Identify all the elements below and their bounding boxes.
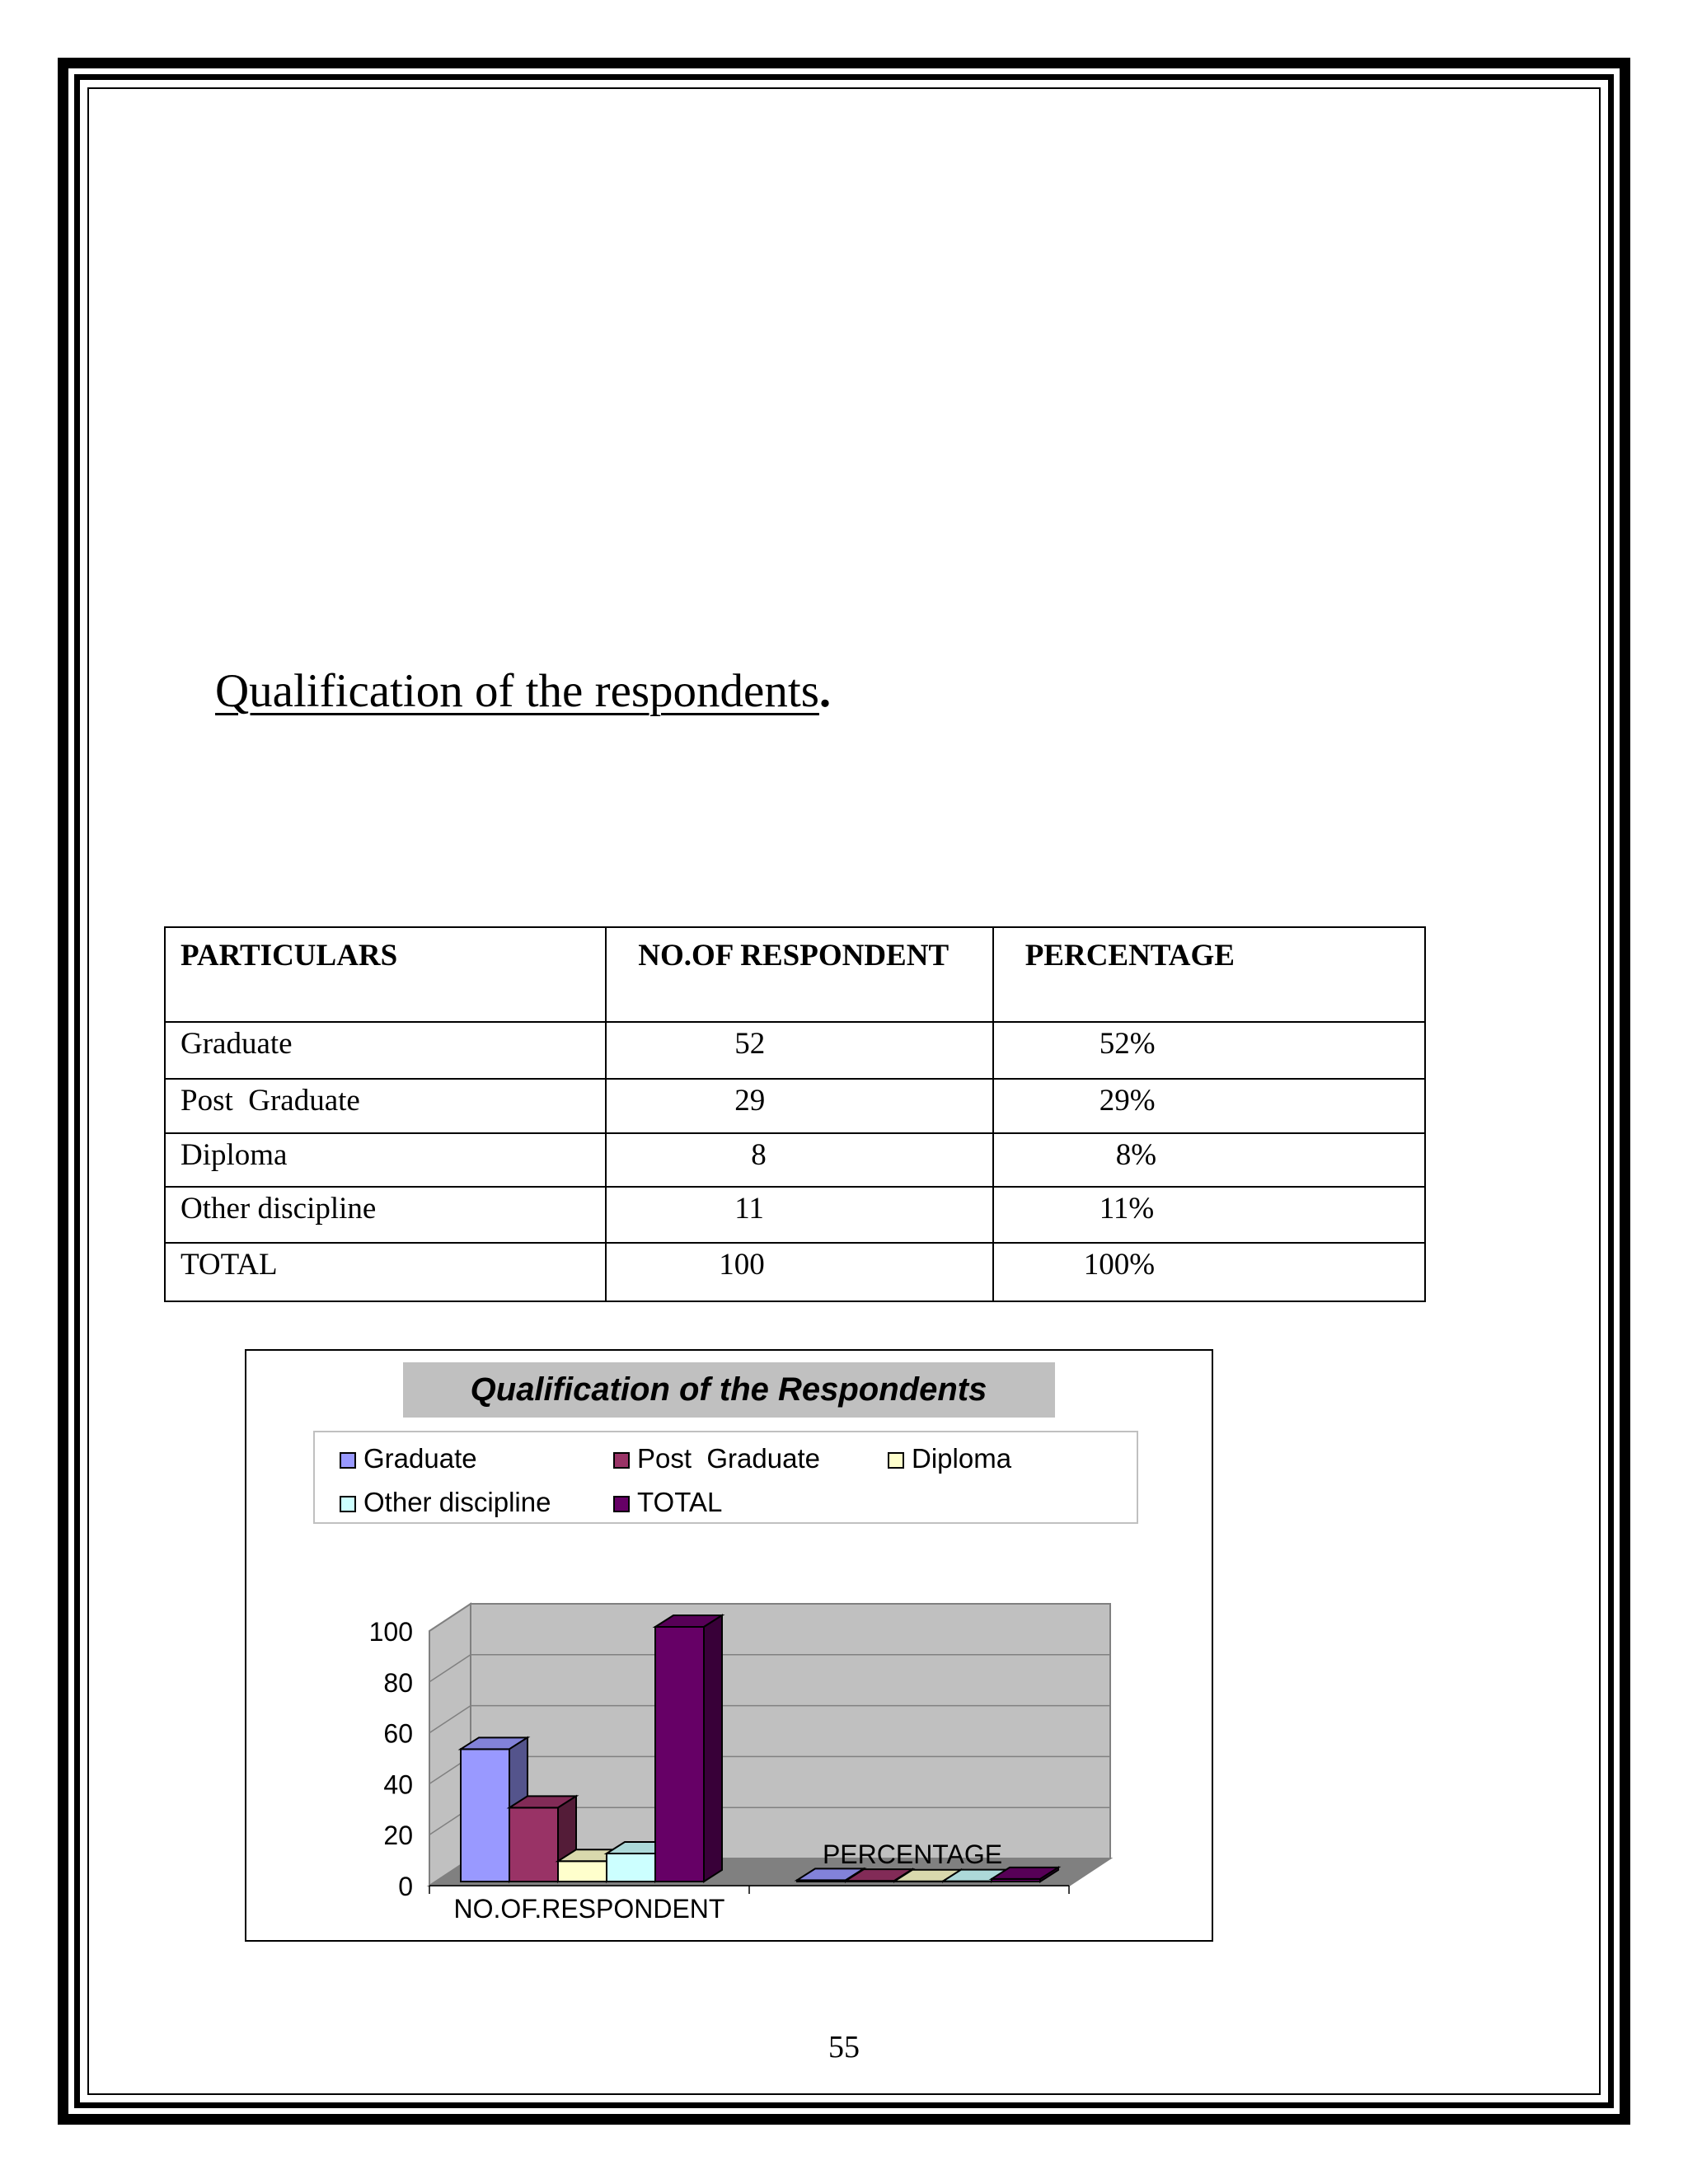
count-value: 52 bbox=[734, 1026, 766, 1061]
y-tick-label: 20 bbox=[383, 1821, 413, 1851]
count-value: 11 bbox=[734, 1192, 764, 1226]
bar-side bbox=[704, 1615, 722, 1882]
x-category-label: PERCENTAGE bbox=[822, 1840, 1003, 1869]
count-value: 8 bbox=[751, 1137, 767, 1172]
legend-swatch bbox=[340, 1453, 355, 1468]
qualification-chart bbox=[245, 1349, 1213, 1942]
legend-label: Graduate bbox=[363, 1443, 477, 1474]
y-tick-label: 80 bbox=[383, 1667, 413, 1698]
table-row bbox=[165, 1187, 1425, 1243]
qualification-table bbox=[164, 926, 1426, 1302]
percent-value: 100% bbox=[1083, 1248, 1156, 1282]
bar bbox=[509, 1807, 558, 1882]
chart-title: Qualification of the Respondents bbox=[470, 1371, 987, 1408]
table-cell-percent bbox=[993, 1133, 1425, 1187]
table-cell-percent bbox=[993, 1079, 1425, 1132]
table-cell-particular: Other discipline bbox=[165, 1187, 606, 1243]
table-cell-particular: Post Graduate bbox=[165, 1079, 606, 1132]
page-title bbox=[215, 664, 831, 718]
table-row bbox=[165, 1022, 1425, 1079]
table-header-respondents: NO.OF RESPONDENT bbox=[606, 927, 992, 1022]
chart-container bbox=[245, 1349, 1213, 1946]
table-row bbox=[165, 1079, 1425, 1132]
bar bbox=[558, 1861, 607, 1882]
plot-area bbox=[369, 1604, 1110, 1924]
table-cell-particular: TOTAL bbox=[165, 1243, 606, 1301]
page-title-dot: . bbox=[818, 665, 832, 717]
table-cell-particular: Diploma bbox=[165, 1133, 606, 1187]
legend-label: TOTAL bbox=[637, 1487, 723, 1517]
legend-swatch bbox=[614, 1453, 629, 1468]
percent-value: 52% bbox=[1099, 1026, 1156, 1061]
y-tick-label: 0 bbox=[398, 1872, 413, 1901]
table-cell-count bbox=[606, 1022, 992, 1079]
table-row bbox=[165, 1133, 1425, 1187]
bar bbox=[461, 1749, 509, 1882]
x-category-label: NO.OF.RESPONDENT bbox=[453, 1894, 725, 1924]
table-cell-count bbox=[606, 1079, 992, 1132]
page-title-text: Qualification of the respondents bbox=[215, 665, 819, 717]
table-header-row bbox=[165, 927, 1425, 1022]
table-cell-count bbox=[606, 1243, 992, 1301]
percent-value: 8% bbox=[1115, 1137, 1157, 1172]
table-header-particulars: PARTICULARS bbox=[165, 927, 606, 1022]
legend-swatch bbox=[614, 1497, 629, 1511]
page-number: 55 bbox=[828, 2030, 860, 2064]
percent-value: 29% bbox=[1099, 1084, 1156, 1118]
count-value: 100 bbox=[719, 1248, 765, 1282]
table-cell-count bbox=[606, 1187, 992, 1243]
count-value: 29 bbox=[734, 1084, 766, 1118]
y-tick-label: 100 bbox=[368, 1617, 413, 1647]
legend-label: Post Graduate bbox=[637, 1443, 820, 1474]
percent-value: 11% bbox=[1099, 1192, 1155, 1226]
table-cell-percent bbox=[993, 1243, 1425, 1301]
table-cell-particular: Graduate bbox=[165, 1022, 606, 1079]
legend-label: Other discipline bbox=[363, 1487, 551, 1517]
bar bbox=[655, 1627, 704, 1882]
table-cell-percent bbox=[993, 1022, 1425, 1079]
bar bbox=[607, 1854, 655, 1882]
y-tick-label: 40 bbox=[383, 1769, 413, 1800]
table-cell-count bbox=[606, 1133, 992, 1187]
legend-swatch bbox=[889, 1453, 903, 1468]
legend-label: Diploma bbox=[912, 1443, 1012, 1474]
legend-swatch bbox=[340, 1497, 355, 1511]
table-header-percentage: PERCENTAGE bbox=[993, 927, 1425, 1022]
table-cell-percent bbox=[993, 1187, 1425, 1243]
y-tick-label: 60 bbox=[383, 1718, 413, 1749]
table-row bbox=[165, 1243, 1425, 1301]
